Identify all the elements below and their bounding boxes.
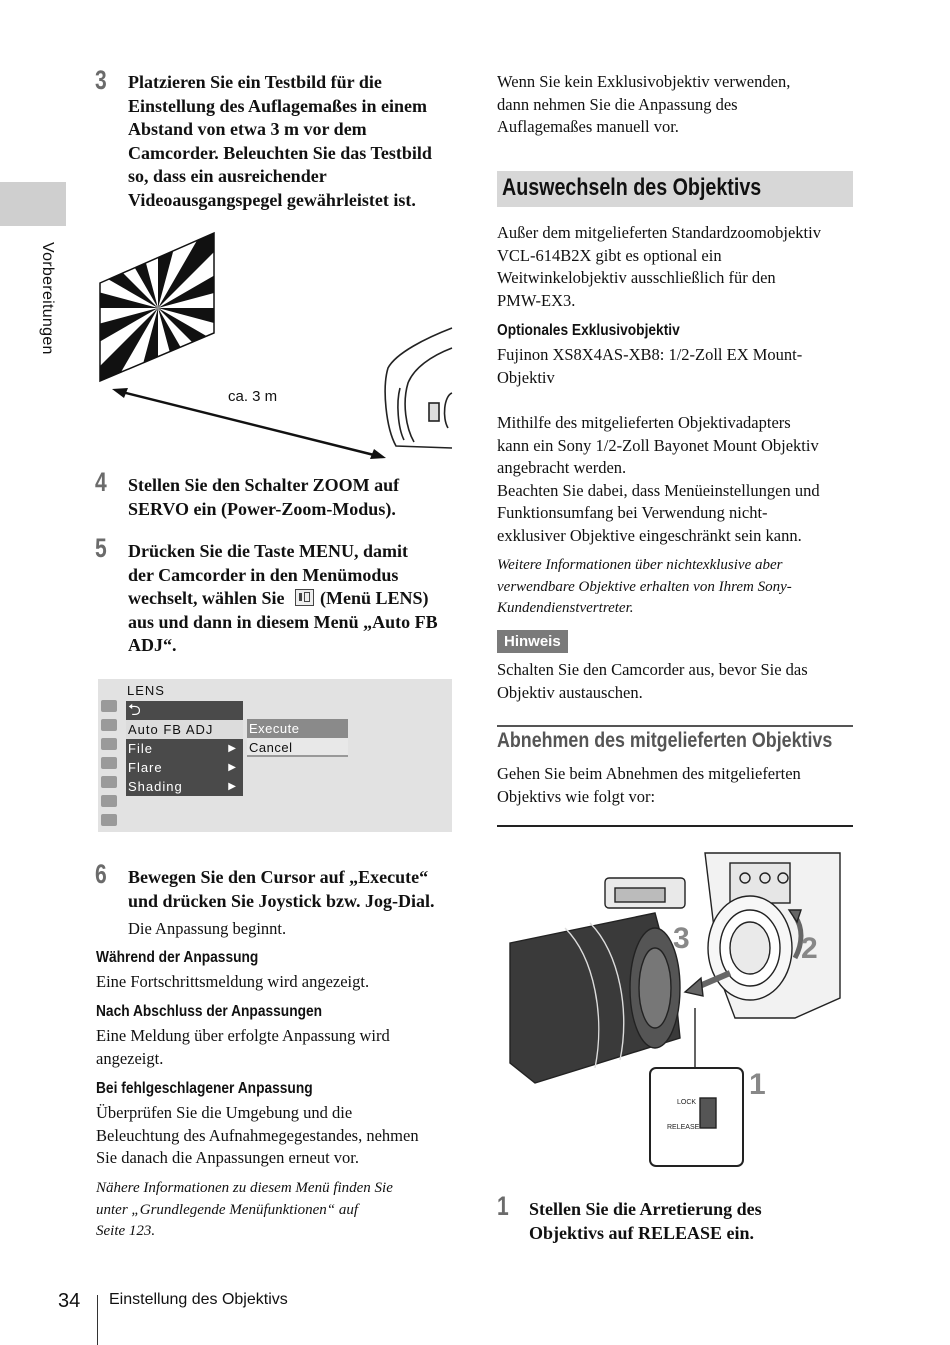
callout-1: 1 bbox=[749, 1068, 766, 1101]
menu-item-flare[interactable]: Flare ▶ bbox=[128, 760, 237, 775]
chevron-right-icon: ▶ bbox=[228, 762, 237, 773]
divider bbox=[497, 825, 853, 827]
remove-lens-intro: Gehen Sie beim Abnehmen des mitgelieferten Objektivs wie folgt vor: bbox=[497, 764, 801, 806]
chevron-right-icon: ▶ bbox=[228, 743, 237, 754]
step-5-text: Drücken Sie die Taste MENU, damit der Camcorder in den Menümodus wechselt, wählen Sie (Menü LENS) aus und dann in diesem Menü „Auto FB ADJ“. bbox=[128, 541, 438, 655]
hinweis-text: Schalten Sie den Camcorder aus, bevor Sie das Objektiv austauschen. bbox=[497, 660, 808, 702]
menu-back-item[interactable]: ⮌ bbox=[128, 702, 142, 719]
failed-text: Überprüfen Sie die Umgebung und die Beleuchtung des Aufnahmegegestandes, nehmen Sie danach die Anpassungen erneut vor. bbox=[96, 1103, 419, 1167]
menu-list bbox=[126, 701, 243, 796]
camcorder-sketch bbox=[385, 328, 452, 448]
during-heading: Während der Anpassung bbox=[96, 949, 259, 966]
distance-label: ca. 3 m bbox=[228, 388, 278, 405]
optional-lens-heading: Optionales Exklusivobjektiv bbox=[497, 322, 680, 339]
step-1-text: Stellen Sie die Arretierung des Objektivs auf RELEASE ein. bbox=[529, 1199, 762, 1243]
chevron-right-icon: ▶ bbox=[228, 781, 237, 792]
lock-label: LOCK bbox=[677, 1099, 697, 1106]
section-heading-remove-lens: Abnehmen des mitgelieferten Objektivs bbox=[497, 725, 853, 760]
step-3-text: Platzieren Sie ein Testbild für die Einstellung des Auflagemaßes in einem Abstand von etwa 3 m vor dem Camcorder. Beleuchten Sie das Testbild so, dass ein ausreichender Videoausgangspegel gewährleistet ist. bbox=[128, 72, 432, 210]
section-heading-lens-change: Auswechseln des Objektivs bbox=[497, 171, 853, 207]
step-4-text: Stellen Sie den Schalter ZOOM auf SERVO ein (Power-Zoom-Modus). bbox=[128, 475, 400, 519]
lens-removal-figure bbox=[505, 848, 850, 1170]
page-number: 34 bbox=[58, 1290, 81, 1312]
menu-item-file[interactable]: File ▶ bbox=[128, 741, 237, 756]
side-tab-marker bbox=[0, 182, 66, 226]
after-heading: Nach Abschluss der Anpassungen bbox=[96, 1003, 323, 1020]
standard-lens-paragraph: Außer dem mitgelieferten Standardzoomobjektiv VCL-614B2X gibt es optional ein Weitwinkelobjektiv ausschließlich für den PMW-EX3. bbox=[497, 223, 821, 310]
release-label: RELEASE bbox=[667, 1124, 700, 1131]
menu-item-shading[interactable]: Shading ▶ bbox=[128, 779, 237, 794]
after-text: Eine Meldung über erfolgte Anpassung wird angezeigt. bbox=[96, 1026, 390, 1068]
submenu bbox=[247, 719, 348, 759]
siemens-star-chart bbox=[96, 228, 298, 448]
submenu-execute[interactable]: Execute bbox=[247, 719, 348, 738]
optional-lens-text: Fujinon XS8X4AS-XB8: 1/2-Zoll EX Mount- Objektiv bbox=[497, 345, 803, 387]
hinweis-badge: Hinweis bbox=[497, 630, 568, 653]
failed-heading: Bei fehlgeschlagener Anpassung bbox=[96, 1080, 313, 1097]
intro-text: Wenn Sie kein Exklusivobjektiv verwenden, dann nehmen Sie die Anpassung des Auflagemaßes manuell vor. bbox=[497, 72, 791, 136]
step-6-note: Die Anpassung beginnt. bbox=[128, 919, 287, 938]
menu-item-auto-fb-adj[interactable]: Auto FB ADJ bbox=[126, 720, 243, 739]
step-6-number: 6 bbox=[95, 859, 107, 889]
menu-title: LENS bbox=[127, 683, 165, 698]
side-tab-label: Vorbereitungen bbox=[39, 242, 56, 355]
step-4-number: 4 bbox=[95, 467, 107, 497]
footer-divider bbox=[97, 1295, 98, 1345]
service-info-note: Weitere Informationen über nichtexklusive aber verwendbare Objektive erhalten von Ihrem Sony- Kundendienstvertreter. bbox=[497, 557, 792, 616]
step-3-number: 3 bbox=[95, 65, 107, 95]
footer-section-title: Einstellung des Objektivs bbox=[109, 1291, 288, 1308]
test-chart-figure bbox=[96, 228, 456, 460]
step-5-number: 5 bbox=[95, 533, 107, 563]
menu-reference-note: Nähere Informationen zu diesem Menü finden Sie unter „Grundlegende Menüfunktionen“ auf Seite 123. bbox=[96, 1180, 393, 1239]
menu-category-icons bbox=[100, 700, 120, 833]
adapter-paragraph: Mithilfe des mitgelieferten Objektivadapters kann ein Sony 1/2-Zoll Bayonet Mount Objektiv angebracht werden. Beachten Sie dabei, dass Menüeinstellungen und Funktionsumfang bei Verwendung nicht- exklusiver Objektive eingeschränkt sein kann. bbox=[497, 413, 820, 545]
lens-menu-icon bbox=[295, 589, 314, 606]
step-6-text: Bewegen Sie den Cursor auf „Execute“ und drücken Sie Joystick bzw. Jog-Dial. bbox=[128, 867, 435, 911]
callout-2: 2 bbox=[801, 932, 818, 965]
step-1-number: 1 bbox=[497, 1191, 509, 1221]
submenu-cancel[interactable]: Cancel bbox=[247, 738, 348, 757]
callout-3: 3 bbox=[673, 922, 690, 955]
during-text: Eine Fortschrittsmeldung wird angezeigt. bbox=[96, 972, 370, 991]
